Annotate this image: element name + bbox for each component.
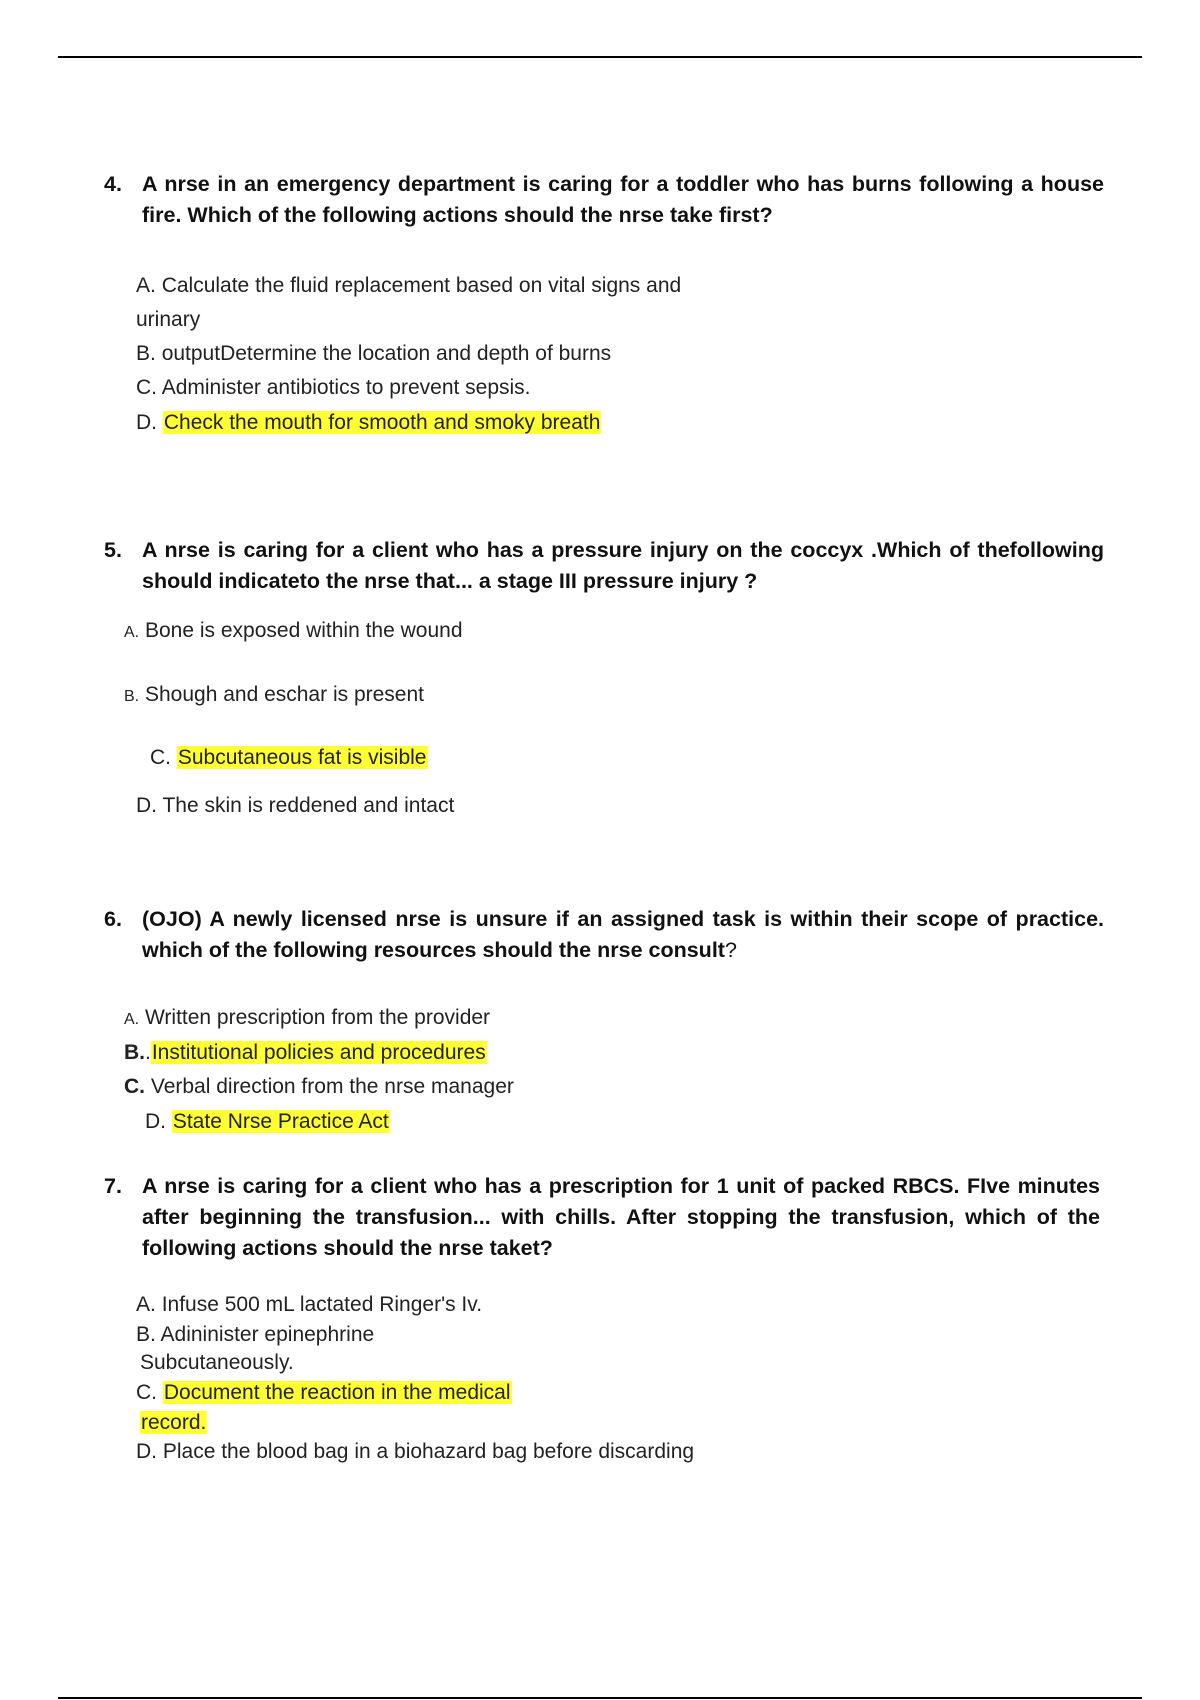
answer-highlight: State Nrse Practice Act (172, 1110, 389, 1133)
question-number: 4. (104, 172, 122, 196)
question-number: 7. (104, 1174, 122, 1198)
question-text: (OJO) A newly licensed nrse is unsure if an assigned task is within their scope of practice. which of the following resources should the nrse consult (142, 907, 1104, 962)
answer-highlight: Institutional policies and procedures (151, 1041, 486, 1064)
answer-highlight: Check the mouth for smooth and smoky breath (163, 411, 601, 434)
q6-option-a: A. Written prescription from the provider (124, 1006, 491, 1029)
q4-option-a: A. Calculate the fluid replacement based on vital signs and (136, 274, 682, 297)
q5-option-a: A. Bone is exposed within the wound (124, 619, 463, 642)
q5-option-c: C. Subcutaneous fat is visible (150, 746, 427, 769)
question-number: 6. (104, 907, 122, 931)
q7-option-c-continued (140, 1409, 207, 1437)
header-rule (58, 56, 1142, 58)
q4-option-b: B. outputDetermine the location and depth of burns (136, 342, 612, 365)
q7-option-d: D. Place the blood bag in a biohazard bag before discarding (136, 1440, 695, 1463)
answer-highlight: Subcutaneous fat is visible (177, 746, 427, 769)
q7-option-b-continued: Subcutaneously. (140, 1351, 294, 1374)
q4-option-d: D. Check the mouth for smooth and smoky breath (136, 411, 601, 434)
q5-option-b: B. Shough and eschar is present (124, 683, 424, 706)
q6-option-b: B..Institutional policies and procedures (124, 1041, 486, 1064)
q5-option-d: D. The skin is reddened and intact (136, 794, 455, 817)
question-text: A nrse in an emergency department is caring for a toddler who has burns following a house fire. Which of the following actions should the nrse take first? (142, 172, 1104, 227)
question-text: A nrse is caring for a client who has a prescription for 1 unit of packed RBCS. FIve minutes after beginning the transfusion... with chills. After stopping the transfusion, which of the following actions should the nrse taket? (142, 1174, 1100, 1260)
footer-rule (58, 1697, 1142, 1699)
question-number: 5. (104, 538, 122, 562)
answer-highlight: Document the reaction in the medical (163, 1381, 511, 1404)
q7-option-b: B. Adininister epinephrine (136, 1323, 375, 1346)
question-text: A nrse is caring for a client who has a pressure injury on the coccyx .Which of thefollowing should indicateto the nrse that... a stage III pressure injury ? (142, 538, 1104, 593)
answer-highlight: record. (141, 1411, 207, 1434)
question-4-stem (104, 169, 1104, 231)
question-mark: ? (724, 938, 737, 962)
question-5-stem (104, 535, 1104, 597)
q4-option-c: C. Administer antibiotics to prevent sepsis. (136, 376, 531, 399)
question-6-stem (104, 904, 1104, 966)
q6-option-d: D. State Nrse Practice Act (145, 1110, 389, 1133)
q7-option-c: C. Document the reaction in the medical (136, 1381, 511, 1404)
q7-option-a: A. Infuse 500 mL lactated Ringer's Iv. (136, 1293, 483, 1316)
q6-option-c: C. Verbal direction from the nrse manager (124, 1075, 514, 1098)
q4-option-a-continued: urinary (136, 308, 201, 331)
question-7-stem (104, 1171, 1100, 1264)
